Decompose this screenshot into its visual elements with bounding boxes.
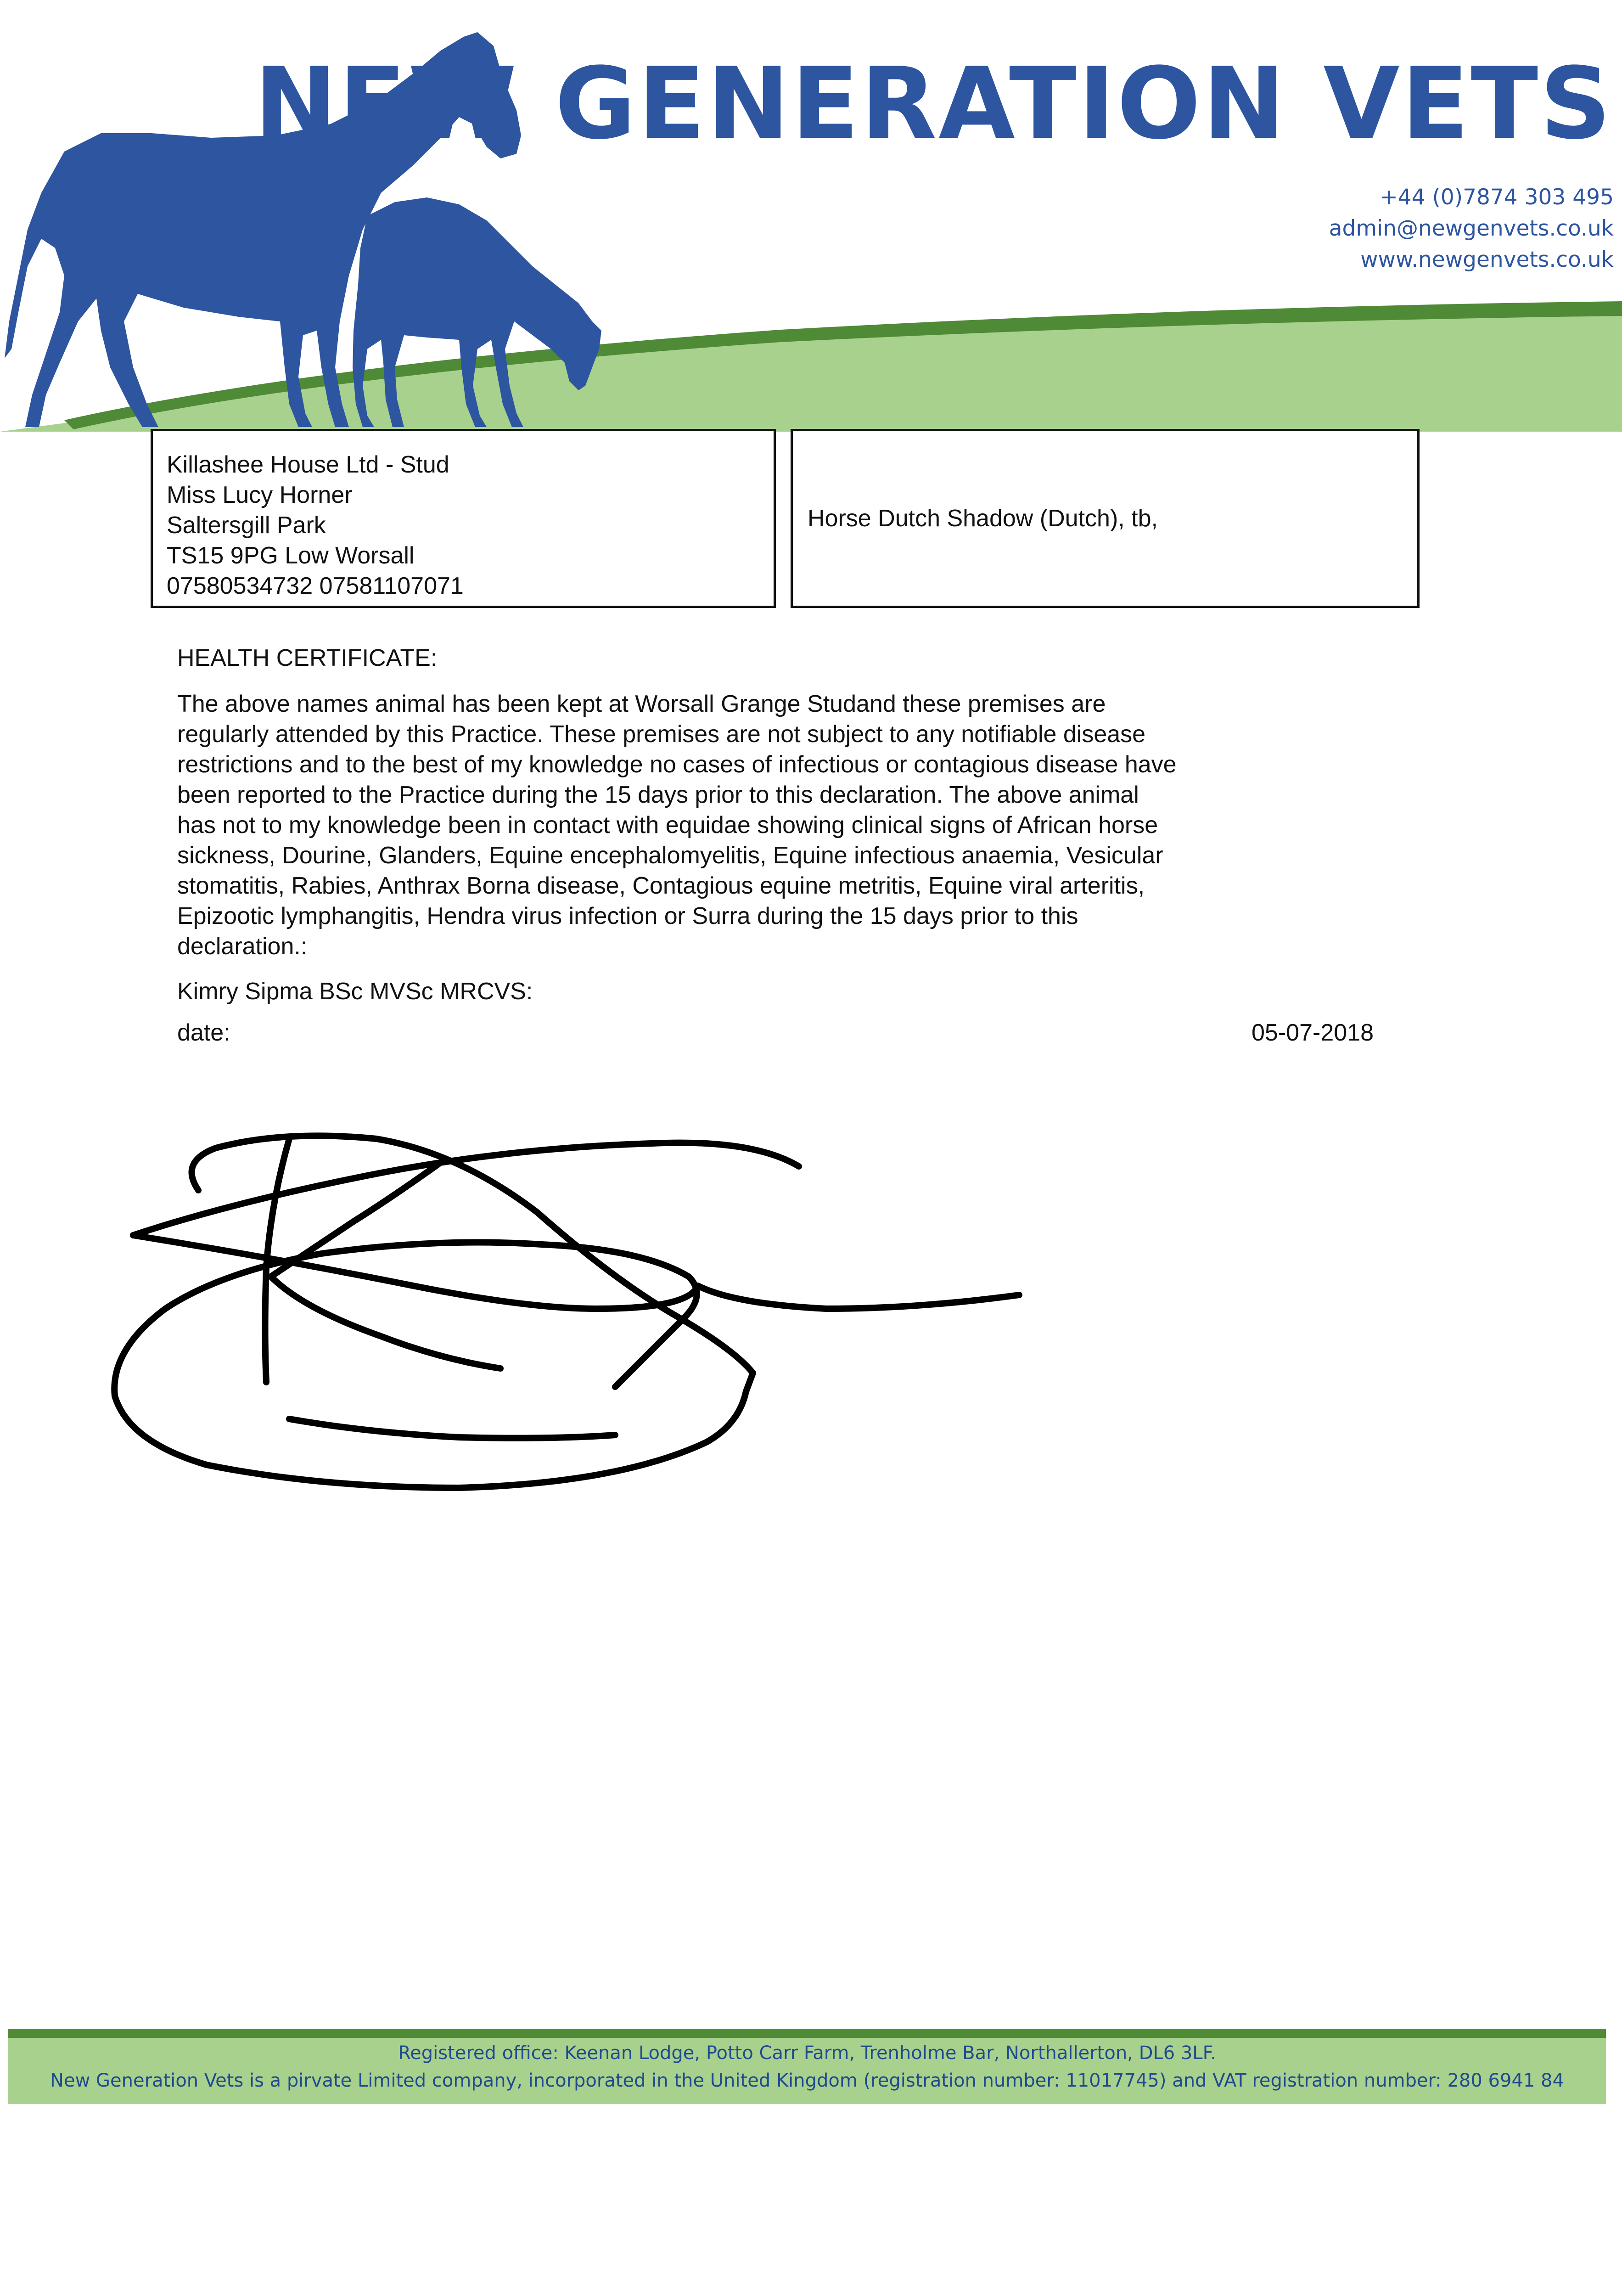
footer-company-registration: New Generation Vets is a pirvate Limited company, incorporated in the United Kingdom (registration number: 11017745) and VAT registration number: 280 6941 84 — [50, 2070, 1564, 2091]
contact-block — [1329, 182, 1614, 276]
certificate-body-line: The above names animal has been kept at Worsall Grange Studand these premises are — [177, 691, 1106, 717]
footer-registered-office: Registered office: Keenan Lodge, Potto Carr Farm, Trenholme Bar, Northallerton, DL6 3LF. — [398, 2043, 1216, 2064]
certificate-body-line: Epizootic lymphangitis, Hendra virus infection or Surra during the 15 days prior to this — [177, 903, 1078, 929]
contact-phone[interactable]: +44 (0)7874 303 495 — [1380, 185, 1614, 210]
signature-stroke — [289, 1419, 615, 1438]
date-label: date: — [177, 1019, 230, 1046]
owner-postcode-town: TS15 9PG Low Worsall — [167, 542, 415, 569]
animal-description: Horse Dutch Shadow (Dutch), tb, — [808, 505, 1158, 532]
certificate-body — [177, 689, 1288, 962]
certificate-heading: HEALTH CERTIFICATE: — [177, 645, 438, 671]
owner-address-line: Saltersgill Park — [167, 512, 326, 539]
footer-divider — [8, 2029, 1606, 2038]
certificate-body-line: declaration.: — [177, 933, 308, 960]
owner-address-box — [151, 429, 776, 608]
handwritten-signature — [0, 1093, 1056, 1644]
date-value: 05-07-2018 — [1252, 1019, 1374, 1046]
grass-swoosh-light — [0, 307, 1622, 432]
certificate-body-line: regularly attended by this Practice. These premises are not subject to any notifiable disease — [177, 721, 1146, 748]
vet-signatory: Kimry Sipma BSc MVSc MRCVS: — [177, 978, 533, 1005]
certificate-body-line: been reported to the Practice during the 15 days prior to this declaration. The above animal — [177, 782, 1139, 808]
brand-title: NEW GENERATION VETS — [254, 46, 1613, 161]
signature-stroke — [133, 1143, 799, 1235]
contact-email[interactable]: admin@newgenvets.co.uk — [1329, 216, 1614, 241]
certificate-body-line: has not to my knowledge been in contact with equidae showing clinical signs of African horse — [177, 812, 1158, 838]
animal-details-box — [791, 429, 1420, 608]
owner-name: Miss Lucy Horner — [167, 482, 353, 508]
contact-website[interactable]: www.newgenvets.co.uk — [1360, 247, 1614, 272]
certificate-body-line: stomatitis, Rabies, Anthrax Borna disease, Contagious equine metritis, Equine viral arteritis, — [177, 872, 1145, 899]
certificate-body-line: restrictions and to the best of my knowledge no cases of infectious or contagious disease have — [177, 751, 1177, 778]
owner-phone-numbers: 07580534732 07581107071 — [167, 573, 464, 599]
owner-company: Killashee House Ltd - Stud — [167, 451, 449, 478]
certificate-body-line: sickness, Dourine, Glanders, Equine encephalomyelitis, Equine infectious anaemia, Vesicular — [177, 842, 1163, 869]
